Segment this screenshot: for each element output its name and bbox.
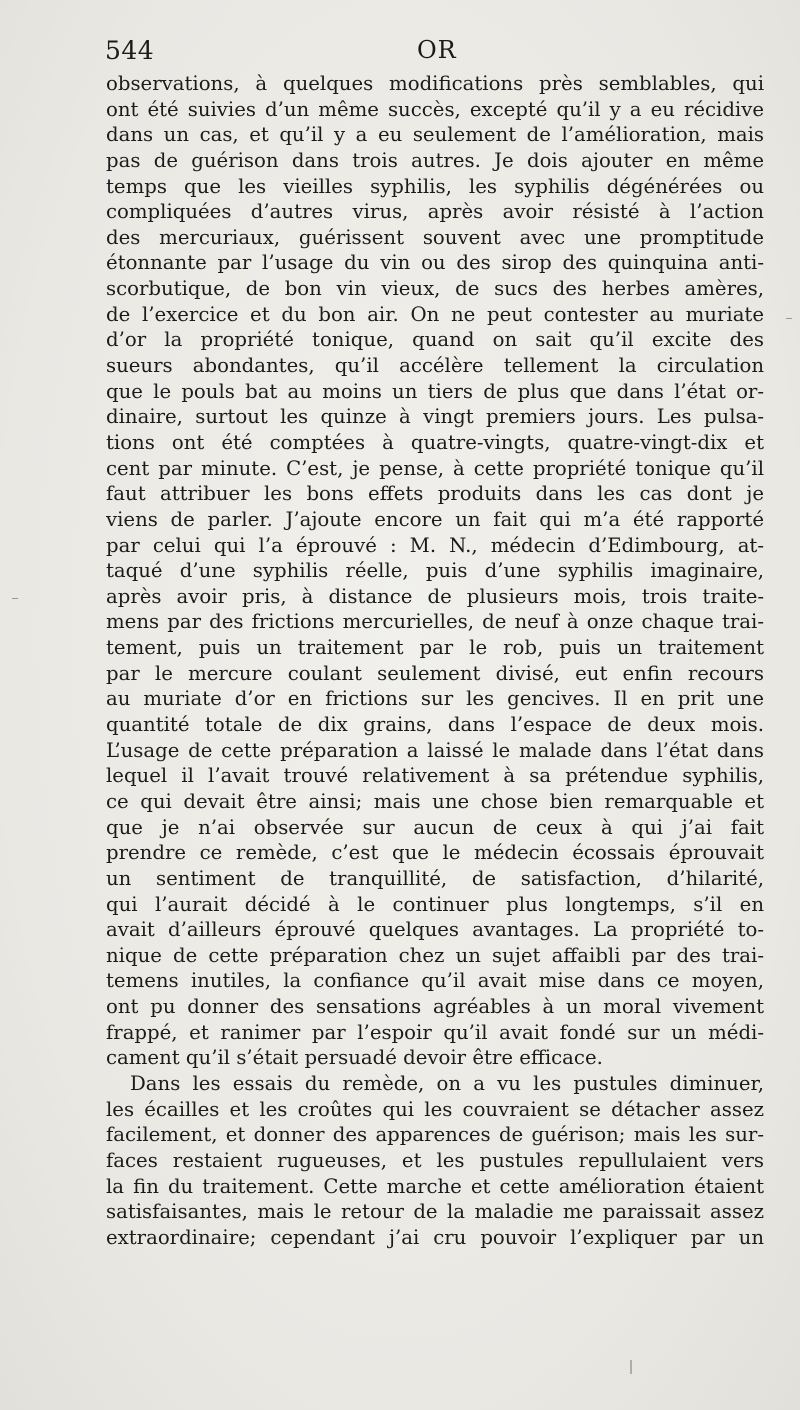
- text-line: sueurs abondantes, qu’il accélère tellement la circulation: [106, 354, 764, 378]
- margin-mark: [12, 598, 18, 599]
- body-text: [106, 71, 764, 1250]
- text-line: dinaire, surtout les quinze à vingt premiers jours. Les pulsa-: [106, 405, 764, 429]
- text-line: nique de cette préparation chez un sujet affaibli par des trai-: [106, 943, 764, 967]
- text-line: extraordinaire; cependant j’ai cru pouvoir l’expliquer par un: [106, 1225, 764, 1249]
- text-line: L’usage de cette préparation a laissé le malade dans l’état dans: [106, 738, 764, 762]
- text-line: faces restaient rugueuses, et les pustules repullulaient vers: [106, 1148, 764, 1172]
- text-line: après avoir pris, à distance de plusieurs mois, trois traite-: [106, 584, 764, 608]
- text-line: un sentiment de tranquillité, de satisfaction, d’hilarité,: [106, 866, 764, 890]
- text-line: par celui qui l’a éprouvé : M. N., médecin d’Edimbourg, at-: [106, 533, 764, 557]
- text-line: qui l’aurait décidé à le continuer plus longtemps, s’il en: [106, 892, 764, 916]
- text-line: faut attribuer les bons effets produits dans les cas dont je: [106, 482, 764, 506]
- text-line: viens de parler. J’ajoute encore un fait qui m’a été rapporté: [106, 507, 764, 531]
- text-line: satisfaisantes, mais le retour de la maladie me paraissait assez: [106, 1200, 764, 1224]
- text-line: facilement, et donner des apparences de guérison; mais les sur-: [106, 1123, 764, 1147]
- margin-mark: [786, 318, 792, 319]
- text-line: par le mercure coulant seulement divisé, eut enfin recours: [106, 661, 764, 685]
- text-line: quantité totale de dix grains, dans l’espace de deux mois.: [106, 713, 764, 737]
- text-line: dans un cas, et qu’il y a eu seulement de l’amélioration, mais: [106, 123, 764, 147]
- text-line: observations, à quelques modifications près semblables, qui: [106, 72, 764, 95]
- text-line: de l’exercice et du bon air. On ne peut contester au muriate: [106, 302, 764, 326]
- page-header: [105, 36, 765, 68]
- text-line: ce qui devait être ainsi; mais une chose bien remarquable et: [106, 789, 764, 813]
- text-line: temens inutiles, la confiance qu’il avait mise dans ce moyen,: [106, 969, 764, 993]
- text-line: pas de guérison dans trois autres. Je dois ajouter en même: [106, 148, 764, 172]
- text-line: au muriate d’or en frictions sur les gencives. Il en prit une: [106, 687, 764, 711]
- text-line: temps que les vieilles syphilis, les syphilis dégénérées ou: [106, 174, 764, 198]
- running-head: OR: [417, 36, 457, 64]
- text-line: d’or la propriété tonique, quand on sait qu’il excite des: [106, 328, 764, 352]
- text-line: que le pouls bat au moins un tiers de plus que dans l’état or-: [106, 379, 764, 403]
- text-line: la fin du traitement. Cette marche et cette amélioration étaient: [106, 1174, 764, 1198]
- text-line: prendre ce remède, c’est que le médecin écossais éprouvait: [106, 841, 764, 865]
- text-line: les écailles et les croûtes qui les couvraient se détacher assez: [106, 1097, 764, 1121]
- paragraph-start-line: Dans les essais du remède, on a vu les pustules diminuer,: [130, 1071, 764, 1095]
- text-line: que je n’ai observée sur aucun de ceux à qui j’ai fait: [106, 815, 764, 839]
- text-line: avait d’ailleurs éprouvé quelques avantages. La propriété to-: [106, 918, 764, 942]
- page-number: 544: [105, 36, 155, 65]
- text-line: cent par minute. C’est, je pense, à cette propriété tonique qu’il: [106, 456, 764, 480]
- text-line: scorbutique, de bon vin vieux, de sucs des herbes amères,: [106, 277, 764, 301]
- text-line: mens par des frictions mercurielles, de neuf à onze chaque trai-: [106, 610, 764, 634]
- text-line: taqué d’une syphilis réelle, puis d’une syphilis imaginaire,: [106, 559, 764, 583]
- text-line: lequel il l’avait trouvé relativement à sa prétendue syphilis,: [106, 764, 764, 788]
- text-line: compliquées d’autres virus, après avoir résisté à l’action: [106, 200, 764, 224]
- ink-speck: [630, 1360, 632, 1374]
- paragraph-end-line: cament qu’il s’était persuadé devoir être efficace.: [106, 1046, 603, 1070]
- text-line: frappé, et ranimer par l’espoir qu’il avait fondé sur un médi-: [106, 1020, 764, 1044]
- text-line: tement, puis un traitement par le rob, puis un traitement: [106, 636, 764, 660]
- text-line: étonnante par l’usage du vin ou des sirop des quinquina anti-: [106, 251, 764, 275]
- text-line: ont été suivies d’un même succès, excepté qu’il y a eu récidive: [106, 97, 764, 121]
- text-line: des mercuriaux, guérissent souvent avec une promptitude: [106, 225, 764, 249]
- text-line: tions ont été comptées à quatre-vingts, quatre-vingt-dix et: [106, 430, 764, 454]
- text-line: ont pu donner des sensations agréables à un moral vivement: [106, 995, 764, 1019]
